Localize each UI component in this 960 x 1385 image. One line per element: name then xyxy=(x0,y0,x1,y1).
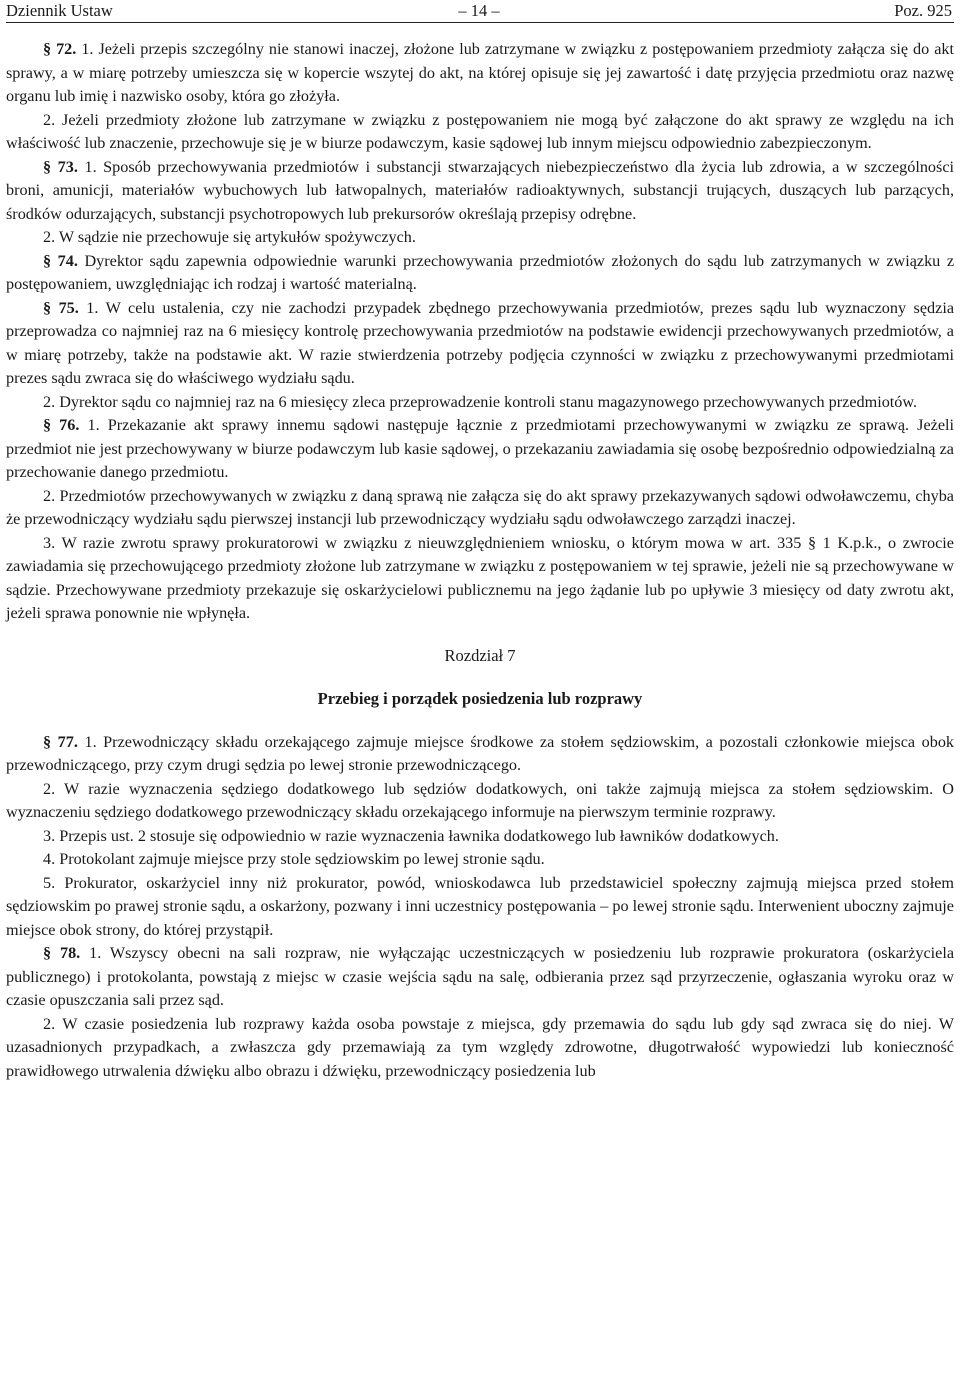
paragraph xyxy=(6,414,954,485)
paragraph-text: 1. Wszyscy obecni na sali rozpraw, nie wyłączając uczestniczących w posiedzeniu lub rozprawie prokuratora (oskarżyciela publicznego) i protokolanta, powstają z miejsc w czasie wejścia sądu na salę, odbierania przez sąd przyrzeczenie, ogłaszania wyroku oraz w czasie opuszczania sali przez sąd. xyxy=(6,944,954,1009)
paragraph-text: 1. W celu ustalenia, czy nie zachodzi przypadek zbędnego przechowywania przedmiotów, prezes sądu lub wyznaczony sędzia przeprowadza co najmniej raz na 6 miesięcy kontrolę przechowywania przedmiotów na podstawie ewidencji przechowywanych przedmiotów, a w miarę potrzeby, także na podstawie akt. W razie stwierdzenia potrzeby podjęcia czynności w związku z przechowywanymi przedmiotami prezes sądu zwraca się do właściwego wydziału sądu. xyxy=(6,298,955,387)
paragraph xyxy=(6,942,954,1013)
paragraph xyxy=(6,872,954,943)
paragraph xyxy=(6,297,954,391)
paragraph-text: 2. W sądzie nie przechowuje się artykułów spożywczych. xyxy=(43,228,416,246)
paragraph-text: 3. Przepis ust. 2 stosuje się odpowiednio w razie wyznaczenia ławnika dodatkowego lub ławników dodatkowych. xyxy=(43,826,779,845)
chapter-label: Rozdział 7 xyxy=(444,645,516,665)
paragraph xyxy=(6,778,954,825)
paragraph xyxy=(6,156,954,227)
page-number: – 14 – xyxy=(458,1,500,20)
position-number: Poz. 925 xyxy=(894,1,952,20)
paragraph-text: 2. Jeżeli przedmioty złożone lub zatrzymane w związku z postępowaniem nie mogą być załączone do akt sprawy ze względu na ich właściwość lub znaczenie, przechowuje się je w biurze podawczym, kasie sądowej lub innym miejscu odpowiednio zabezpieczonym. xyxy=(6,110,954,152)
section-number: § 73. xyxy=(43,157,78,176)
paragraph xyxy=(6,1013,954,1084)
paragraph xyxy=(6,38,954,109)
section-number: § 72. xyxy=(43,40,77,58)
document-body xyxy=(6,23,954,1083)
section-number: § 78. xyxy=(43,944,81,962)
paragraph-text: 2. Dyrektor sądu co najmniej raz na 6 miesięcy zleca przeprowadzenie kontroli stanu magazynowego przechowywanych przedmiotów. xyxy=(43,392,918,411)
chapter-title: Przebieg i porządek posiedzenia lub rozprawy xyxy=(317,689,643,708)
paragraph xyxy=(6,226,954,250)
journal-name: Dziennik Ustaw xyxy=(6,1,113,20)
paragraph xyxy=(6,250,954,297)
paragraph-text: 1. Przekazanie akt sprawy innemu sądowi następuje łącznie z przedmiotami przechowywanymi w związku ze sprawą. Jeżeli przedmiot nie jest przechowywany w biurze podawczym lub kasie sądowej, o przekazaniu zawiadamia się osobę bezpośrednio odpowiedzialną za przechowanie danego przedmiotu. xyxy=(6,416,955,481)
paragraph xyxy=(6,532,954,626)
paragraph-text: 1. Sposób przechowywania przedmiotów i substancji stwarzających niebezpieczeństwo dla życia lub zdrowia, a w szczególności broni, amunicji, materiałów wybuchowych lub łatwopalnych, materiałów radioaktywnych, substancji trujących, duszących lub parzących, środków odurzających, substancji psychotropowych lub prekursorów określają przepisy odrębne. xyxy=(6,157,955,223)
paragraph-text: Dyrektor sądu zapewnia odpowiednie warunki przechowywania przedmiotów złożonych do sądu lub zatrzymanych w związku z postępowaniem, uwzględniając ich rodzaj i wartość materialną. xyxy=(6,251,955,293)
paragraph-text: 2. W razie wyznaczenia sędziego dodatkowego lub sędziów dodatkowych, oni także zajmują miejsca za stołem sędziowskim. O wyznaczeniu sędziego dodatkowego przewodniczący składu orzekającego informuje na pierwszym terminie rozprawy. xyxy=(6,779,954,821)
paragraph xyxy=(6,485,954,532)
paragraph-text: 3. W razie zwrotu sprawy prokuratorowi w związku z nieuwzględnieniem wniosku, o którym mowa w art. 335 § 1 K.p.k., o zwrocie zawiadamia się przechowującego przedmioty złożone lub zatrzymane w związku z postępowaniem w tej sprawie, jeżeli nie są przechowywane w sądzie. Przechowywane przedmioty przekazuje się oskarżycielowi publicznemu na jego żądanie lub po upływie 3 miesięcy od daty zwrotu akt, jeżeli sprawa ponownie nie wpłynęła. xyxy=(6,533,954,622)
section-number: § 74. xyxy=(43,251,78,270)
paragraph xyxy=(6,391,954,415)
paragraph-text: 4. Protokolant zajmuje miejsce przy stole sędziowskim po lewej stronie sądu. xyxy=(43,850,545,868)
paragraph xyxy=(6,731,954,778)
paragraph-text: 2. Przedmiotów przechowywanych w związku z daną sprawą nie załącza się do akt sprawy przekazywanych sądowi odwoławczemu, chyba że przewodniczący wydziału sądu pierwszej instancji lub przewodniczący wydziału sądu odwoławczego zarządzi inaczej. xyxy=(6,486,954,528)
section-group-proceedings xyxy=(6,731,954,1084)
paragraph-text: 1. Przewodniczący składu orzekającego zajmuje miejsce środkowe za stołem sędziowskim, a pozostali członkowie miejsca obok przewodniczącego, przy czym drugi sędzia po lewej stronie przewodniczącego. xyxy=(6,732,955,774)
section-number: § 75. xyxy=(43,298,79,317)
paragraph-text: 1. Jeżeli przepis szczególny nie stanowi inaczej, złożone lub zatrzymane w związku z postępowaniem przedmioty załącza się do akt sprawy, a w miarę potrzeby umieszcza się w kopercie wszytej do akt, na której opisuje się jej zawartość i datę przyjęcia przedmiotu oraz nazwę organu lub imię i nazwisko osoby, która go złożyła. xyxy=(6,40,955,105)
page-number-wrap xyxy=(0,0,960,22)
section-number: § 77. xyxy=(43,732,78,751)
paragraph-text: 2. W czasie posiedzenia lub rozprawy każda osoba powstaje z miejsca, gdy przemawia do sądu lub gdy sąd zwraca się do niej. W uzasadnionych przypadkach, a zwłaszcza gdy przemawiają za tym względy zdrowotne, długotrwałość wypowiedzi lub konieczność prawidłowego utrwalenia dźwięku albo obrazu i dźwięku, przewodniczący posiedzenia lub xyxy=(6,1014,954,1080)
paragraph xyxy=(6,825,954,849)
paragraph xyxy=(6,848,954,872)
paragraph-text: 5. Prokurator, oskarżyciel inny niż prokurator, powód, wnioskodawca lub przedstawiciel społeczny zajmują miejsca przed stołem sędziowskim po prawej stronie sądu, a oskarżony, pozwany i inni uczestnicy postępowania – po lewej stronie sądu. Interwenient uboczny zajmuje miejsce obok strony, do której przystąpił. xyxy=(6,873,954,939)
section-number: § 76. xyxy=(43,416,80,434)
section-group-storage xyxy=(6,38,954,626)
paragraph xyxy=(6,109,954,156)
